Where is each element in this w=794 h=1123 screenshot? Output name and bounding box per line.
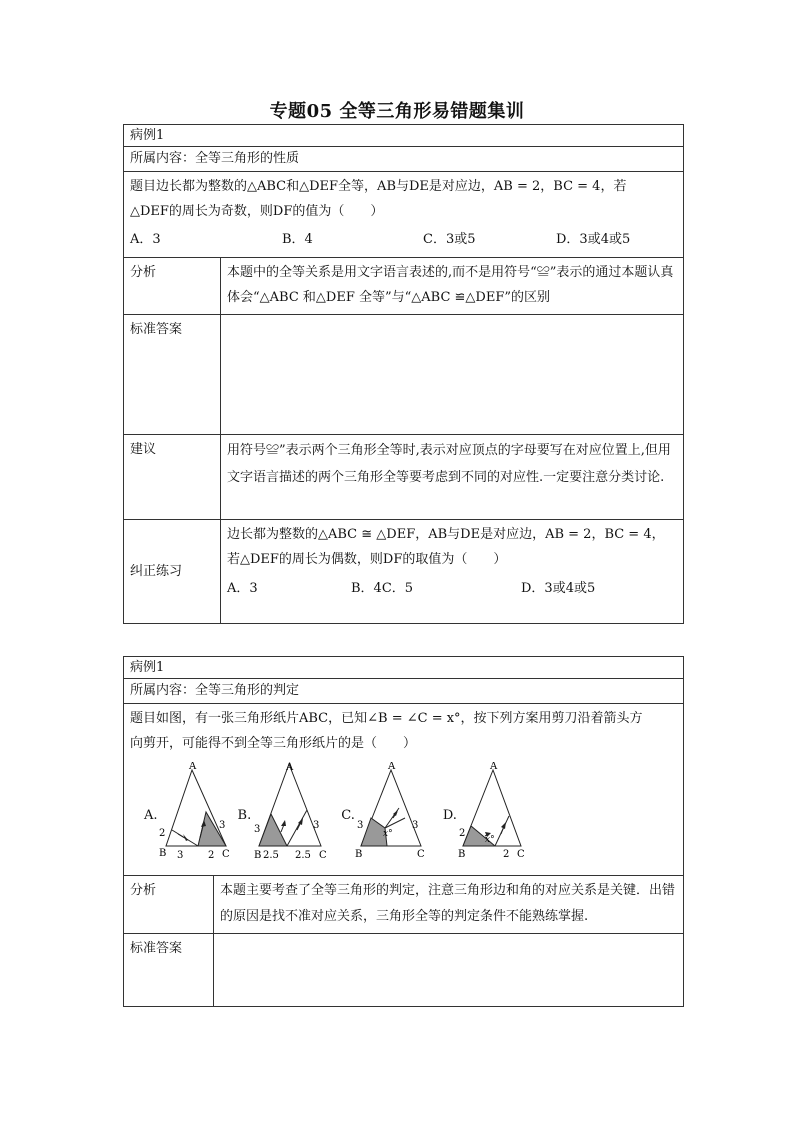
practice-line-2: 若△DEF的周长为偶数，则DF的取值为（ ） [227,552,507,567]
label-2-5: 2.5 [263,850,280,861]
label-2-5: 2.5 [295,850,312,861]
advice-text: 用符号≌”表示两个三角形全等时,表示对应顶点的字母要写在对应位置上,但用文字语言描述的两个三角形全等要考虑到不同的对应性.一定要注意分类讨论. [221,435,684,520]
label-2: 2 [207,850,214,861]
triangle-figure-d [457,762,533,862]
question-line-1: 题目如图，有一张三角形纸片ABC，已知∠B = ∠C = x°，按下列方案用剪刀沿着箭头方 [130,711,643,726]
analysis-label: 分析 [124,876,214,934]
option-c: C．3或5 [423,232,476,247]
practice-options [227,576,677,601]
case-label: 病例1 [124,125,684,147]
vertex-b: B [158,848,166,859]
practice-cell [221,520,684,624]
vertex-b: B [254,850,262,861]
vertex-a: A [387,762,396,772]
advice-label: 建议 [124,435,221,520]
question-options [130,227,677,252]
vertex-b: B [354,849,363,860]
analysis-text: 本题中的全等关系是用文字语言表述的,而不是用符号“≌”表示的通过本题认真体会“△ABC 和△DEF 全等”与“△ABC ≌△DEF”的区别 [221,258,684,315]
answer-cell [214,934,684,1007]
analysis-label: 分析 [124,258,221,315]
practice-option-bc: B．4C．5 [351,581,414,596]
triangle-figure-b [251,760,333,862]
vertex-b: B [457,849,466,860]
answer-label: 标准答案 [124,934,214,1007]
option-d: D．3或4或5 [556,232,631,247]
triangle-figure-c [355,762,429,862]
practice-option-a: A．3 [227,581,258,596]
vertex-a: A [489,762,498,772]
label-3: 3 [411,820,419,831]
figure-label-d: D. [442,808,457,823]
vertex-c: C [221,849,230,860]
label-2: 2 [458,828,466,839]
figure-label-b: B. [237,808,252,823]
answer-cell [221,315,684,435]
option-a: A．3 [130,232,161,247]
vertex-a: A [286,762,294,773]
label-x: x° [484,835,495,845]
question-line-2: △DEF的周长为奇数，则DF的值为（ ） [130,204,384,219]
label-3: 3 [313,820,320,831]
label-x: x° [382,829,393,839]
analysis-text: 本题主要考查了全等三角形的判定，注意三角形边和角的对应关系是关键．出错的原因是找不准对应关系，三角形全等的判定条件不能熟练掌握. [214,876,684,934]
option-b: B．4 [282,232,313,247]
label-3: 3 [356,820,364,831]
question-cell [124,172,684,258]
question-cell [124,704,684,876]
question-line-2: 向剪开，可能得不到全等三角形纸片的是（ ） [130,736,417,751]
content-category: 所属内容：全等三角形的性质 [124,147,684,172]
question-line-1: 题目边长都为整数的△ABC和△DEF全等，AB与DE是对应边，AB = 2，BC = 4，若 [130,179,627,194]
triangle-figure-a [158,762,236,862]
label-3: 3 [176,850,183,861]
vertex-c: C [516,849,525,860]
vertex-c: C [416,849,425,860]
vertex-c: C [319,850,327,861]
practice-label: 纠正练习 [124,520,221,624]
answer-label: 标准答案 [124,315,221,435]
figure-row [130,756,677,862]
label-2: 2 [502,849,510,860]
case-table-1 [123,124,684,624]
case-table-2 [123,656,684,1007]
case-label: 病例1 [124,657,684,679]
practice-line-1: 边长都为整数的△ABC ≅ △DEF，AB与DE是对应边，AB = 2，BC = 4， [227,527,665,542]
label-2: 2 [158,828,165,839]
label-3: 3 [218,820,225,831]
figure-label-a: A. [144,808,158,823]
page-title: 专题05 全等三角形易错题集训 [269,101,525,122]
practice-option-d: D．3或4或5 [521,581,596,596]
label-3: 3 [254,824,261,835]
content-category: 所属内容：全等三角形的判定 [124,679,684,704]
figure-label-c: C. [341,808,355,823]
vertex-a: A [188,762,196,772]
